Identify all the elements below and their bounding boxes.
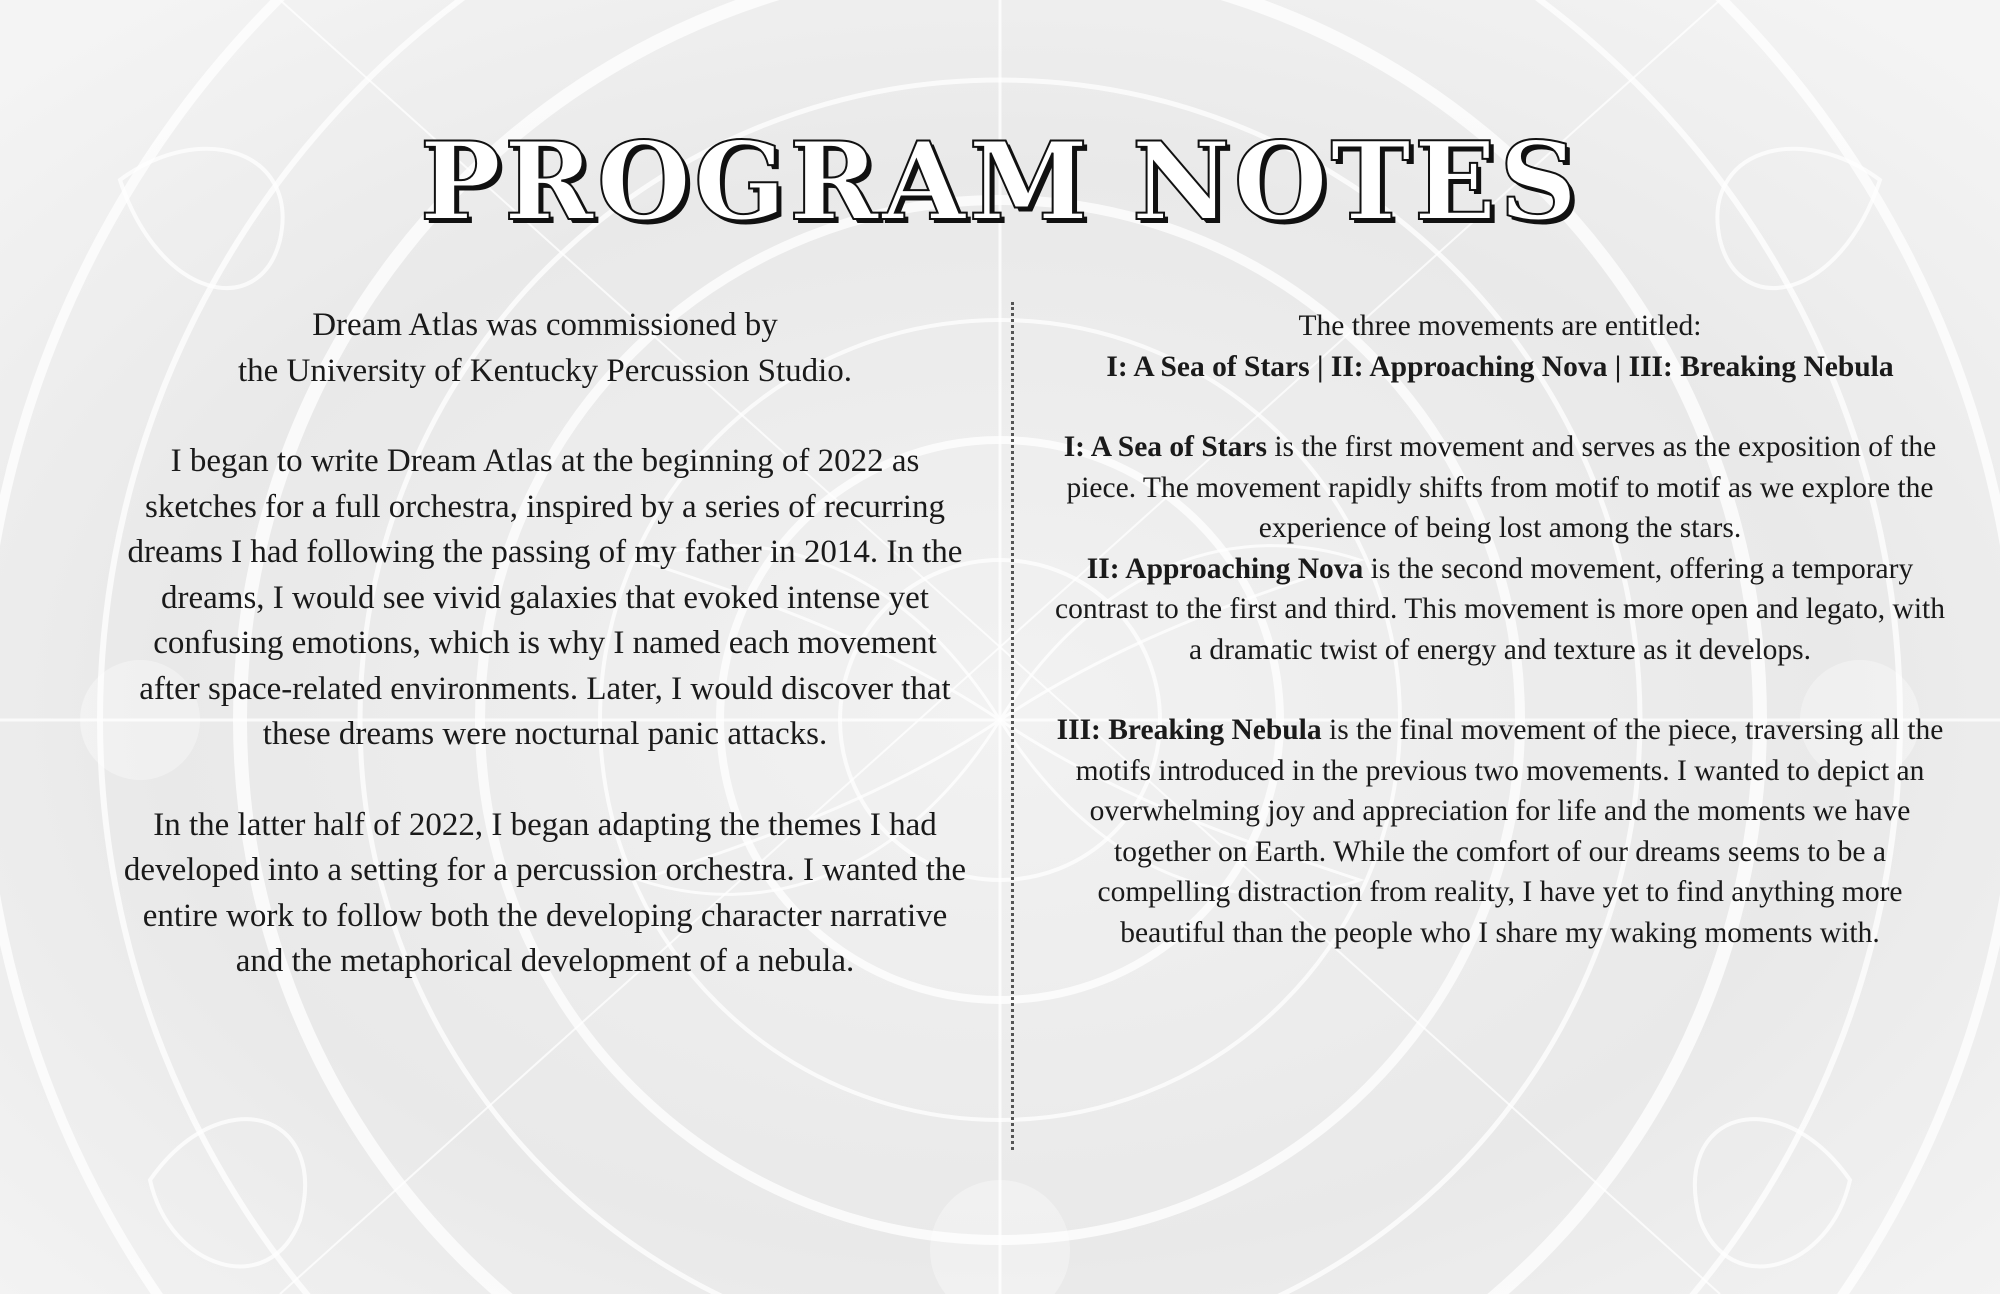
adaptation-paragraph: In the latter half of 2022, I began adapting the themes I had developed into a setting for a percussion orchestra. I wanted the entire work to follow both the developing character narrative and the metaphorical development of a nebula. (123, 806, 967, 979)
movement-1-description (1050, 427, 1950, 549)
movements-list: I: A Sea of Stars | II: Approaching Nova | III: Breaking Nebula (1106, 350, 1894, 383)
page-title: PROGRAM NOTES (419, 119, 1581, 245)
movement-3-title: III: Breaking Nebula (1056, 714, 1322, 746)
left-column (120, 303, 970, 985)
movement-2-title: II: Approaching Nova (1086, 552, 1364, 585)
movement-3-text: is the final movement of the piece, traversing all the motifs introduced in the previous two movements. I wanted to depict an overwhelming joy and appreciation for life and the moments we have together on Earth. While the comfort of our dreams seems to be a compelling distraction from reality, I have yet to find anything more beautiful than the people who I share my waking moments with. (1075, 714, 1944, 949)
movement-1-title: I: A Sea of Stars (1063, 431, 1267, 463)
movements-intro: The three movements are entitled: (1298, 310, 1702, 342)
right-column (1050, 306, 1950, 953)
origin-paragraph: I began to write Dream Atlas at the beginning of 2022 as sketches for a full orchestra, inspired by a series of recurring dreams I had following the passing of my father in 2014. In the dreams, I would see vivid galaxies that evoked intense yet confusing emotions, which is why I named each movement after space-related environments. Later, I would discover that these dreams were nocturnal panic attacks. (127, 443, 963, 752)
commission-line-2: the University of Kentucky Percussion Studio. (237, 352, 853, 389)
column-divider (1011, 302, 1014, 1150)
movement-3-description (1050, 710, 1950, 953)
movement-2-description (1050, 549, 1950, 671)
movement-2-text: is the second movement, offering a temporary contrast to the first and third. This movement is more open and legato, with a dramatic twist of energy and texture as it develops. (1054, 552, 1945, 666)
commission-line-1: Dream Atlas was commissioned by (312, 307, 778, 343)
movement-1-text: is the first movement and serves as the exposition of the piece. The movement rapidly shifts from motif to motif as we explore the experience of being lost among the stars. (1066, 431, 1937, 544)
